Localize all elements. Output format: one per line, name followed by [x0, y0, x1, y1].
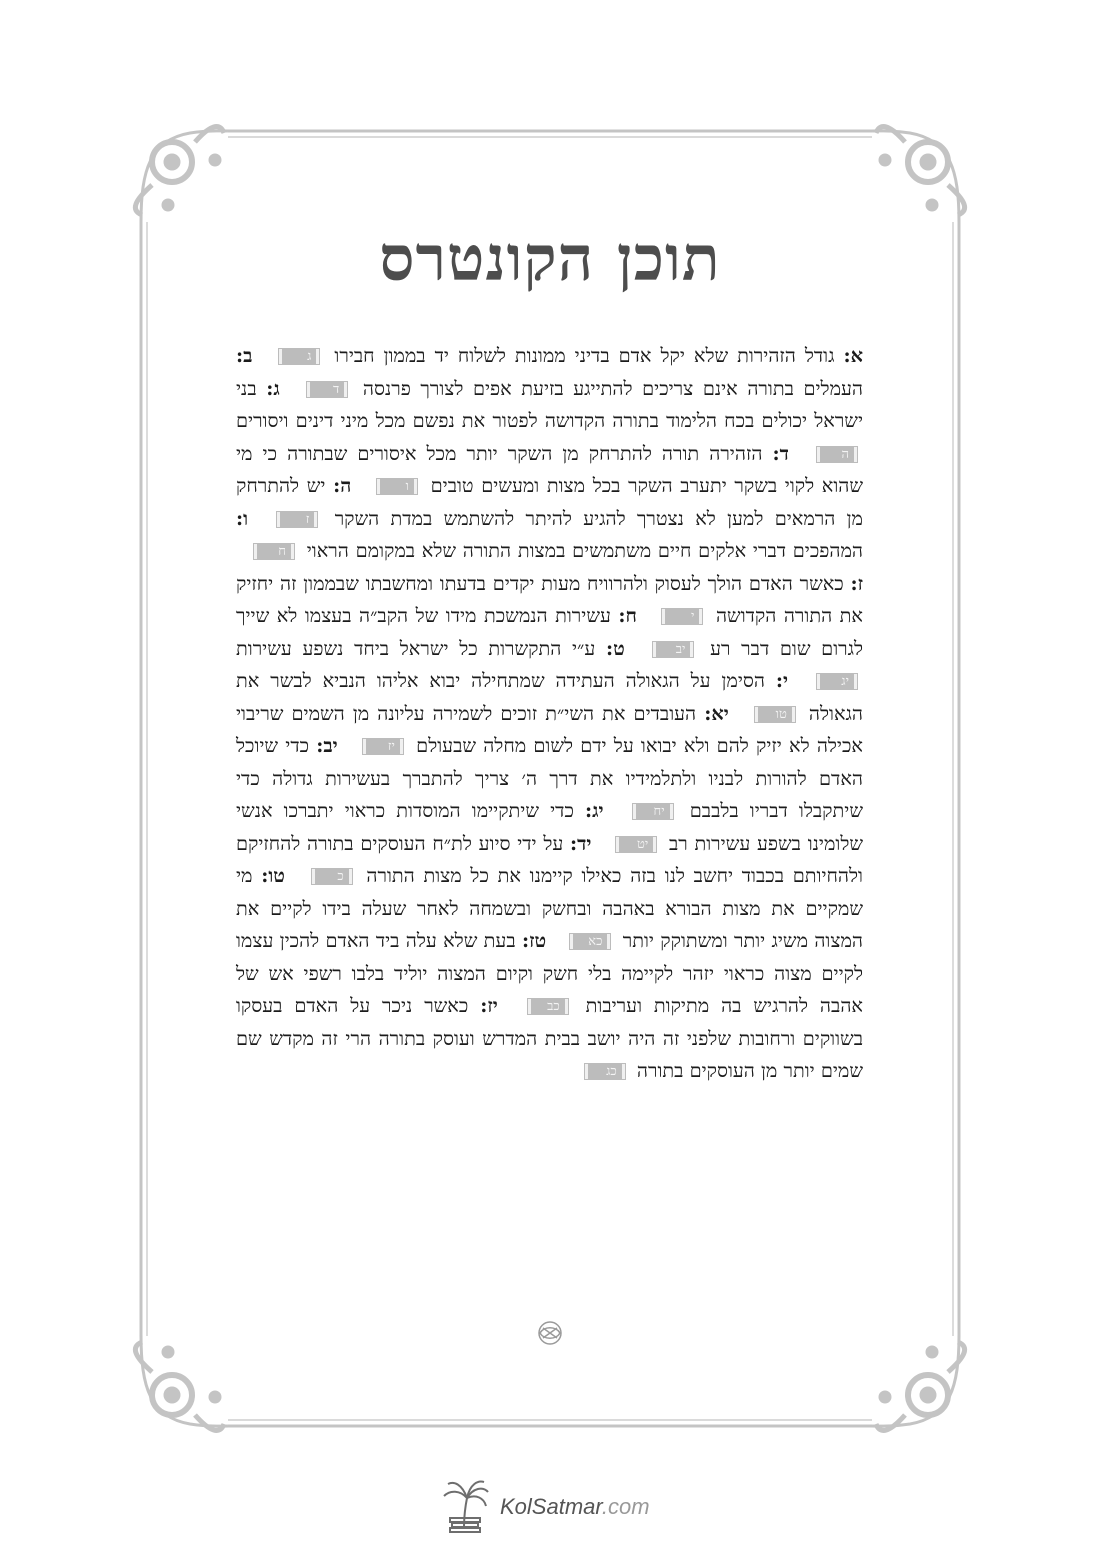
toc-page-number[interactable]: יז: [363, 739, 403, 754]
toc-entry-letter: יג:: [585, 799, 604, 822]
toc-entry-text: בעת שלא עלה ביד האדם להכין עצמו לקיים מצוה כראוי יזהר לקיימה בלי חשק וקיום המצוה יוליד בלבו רשפי אש של אהבה להרגיש בה מתיקות ועריבות: [236, 929, 863, 1017]
toc-page-number[interactable]: יג: [817, 674, 857, 689]
toc-entry-text: הזהירה תורה להתרחק מן השקר יותר מכל איסורים שבתורה כי מי שהוא לקוי בשקר יתערב השקר בכל מצות ומעשים טובים: [236, 441, 864, 497]
toc-entry-text: ע״י התקשרות כל ישראל ביחד נשפע עשירות: [236, 636, 596, 660]
toc-entry-letter: א:: [843, 344, 863, 367]
toc-entry-text: על ידי סיוע לת״ח העוסקים בתורה להחזיקם ולהחיותם בכבוד יחשב לנו בזה כאילו קיימנו את כל מצות התורה: [236, 831, 863, 887]
toc-page-number[interactable]: כב: [528, 999, 568, 1014]
toc-entry-letter: ג:: [266, 376, 280, 400]
toc-entry-text: גודל הזהירות שלא יקל אדם בדיני ממונות לשלוח יד בממון חבירו: [334, 344, 835, 367]
toc-entry-letter: יז:: [480, 994, 498, 1017]
toc-entry-text: כאשר האדם הולך לעסוק ולהרוויח מעות יקדים בדעתו ומחשבתו שבממון זה יחזיק את התורה הקדושה: [236, 571, 864, 627]
toc-entry-text: העמלים בתורה אינם צריכים להתייגע בזיעת אפים לצורך פרנסה: [362, 376, 863, 400]
palm-tree-logo-icon: [440, 1478, 492, 1534]
corner-ornament-top-right: [872, 127, 965, 222]
toc-page-number[interactable]: יב: [653, 642, 693, 657]
toc-entry-letter: ט:: [605, 636, 625, 660]
toc-page-number[interactable]: ה: [817, 447, 857, 462]
toc-entry-letter: ה:: [333, 474, 352, 497]
toc-entry-text: מי שמקיים את מצות הבורא באהבה ובחשק ובשמחה לאחר שעלה בידו לקיים את המצוה משיג יותר ומשתוקק יותר: [236, 864, 863, 952]
toc-entry-text: יש להתרחק מן הרמאים למען לא נצטרך להגיע להיתר להשתמש במדת השקר: [236, 474, 863, 530]
toc-entry-letter: ב:: [236, 344, 253, 367]
toc-page-number[interactable]: ו: [377, 479, 417, 494]
toc-page-number[interactable]: כג: [585, 1064, 625, 1079]
toc-entry-letter: ז:: [850, 571, 863, 595]
toc-entry-text: כאשר ניכר על האדם בעסקו בשווקים ורחובות שלפני זה היה יושב בבית המדרש ועוסק בתורה הרי זה מקדש שם שמים יותר מן העוסקים בתורה: [236, 994, 863, 1082]
toc-entry-letter: טז:: [521, 929, 547, 952]
footer-site-name: KolSatmar: [500, 1494, 602, 1519]
toc-page-number[interactable]: ח: [254, 544, 294, 559]
corner-ornament-bottom-right: [872, 1335, 965, 1430]
toc-page-number[interactable]: טו: [755, 707, 795, 722]
toc-entry-letter: ו:: [236, 506, 249, 530]
toc-page-number[interactable]: ז: [277, 512, 317, 527]
toc-page-number[interactable]: כא: [570, 934, 610, 949]
toc-entry-letter: יד:: [570, 831, 592, 855]
page-title: תוכן הקונטרס: [379, 222, 721, 295]
table-of-contents: [236, 340, 863, 1088]
toc-entry-letter: ד:: [772, 441, 789, 465]
footer: [0, 1478, 1100, 1538]
footer-site-link[interactable]: [500, 1494, 650, 1520]
toc-entry-text: בני ישראל יכולים בכח הלימוד בתורה הקדושה לפטור את נפשם מכל מיני דינים ויסורים: [236, 376, 863, 432]
toc-page-number[interactable]: יט: [616, 837, 656, 852]
toc-entry-text: כדי שיתקיימו המוסדות כראוי יתברכו אנשי שלומינו בשפע עשירות רב: [236, 799, 863, 855]
corner-ornament-bottom-left: [135, 1335, 228, 1430]
toc-page-number[interactable]: י: [662, 609, 702, 624]
corner-ornament-top-left: [135, 127, 228, 222]
toc-entry-letter: יב:: [316, 734, 338, 757]
toc-entry-text: המהפכים דברי אלקים חיים משתמשים במצות התורה שלא במקומם הראוי: [306, 539, 863, 562]
toc-entry-text: עשירות הנמשכת מידו של הקב״ה בעצמו לא שייך לגרום שום דבר רע: [236, 604, 864, 660]
toc-page-number[interactable]: כ: [312, 869, 352, 884]
toc-entry-text: הסימן על הגאולה העתידה שמתחילה יבוא אליהו הנביא לבשר את הגאולה: [236, 669, 863, 725]
leaf-divider-icon: [532, 1318, 568, 1348]
footer-site-domain: .com: [601, 1494, 650, 1519]
toc-page-number[interactable]: ד: [307, 382, 347, 397]
toc-entry-letter: טו:: [261, 864, 285, 887]
toc-entry-text: כדי שיוכל האדם להורות לבניו ולתלמידיו את דרך ה׳ צריך להתברך בעשירות גדולה כדי שיתקבלו דבריו בלבבם: [236, 734, 863, 822]
toc-entry-letter: יא:: [704, 701, 729, 725]
toc-entry[interactable]: [261, 344, 863, 367]
toc-entry-letter: ח:: [618, 604, 637, 627]
toc-entry-letter: י:: [775, 669, 789, 692]
toc-page-number[interactable]: יח: [633, 804, 673, 819]
toc-entry-text: העובדים את השי״ת זוכים לשמירה עליונה מן השמים שריבוי אכילה לא יזיק להם ולא יבואו על ידם לשום מחלה שבעולם: [236, 701, 863, 757]
toc-page-number[interactable]: ג: [279, 349, 319, 364]
